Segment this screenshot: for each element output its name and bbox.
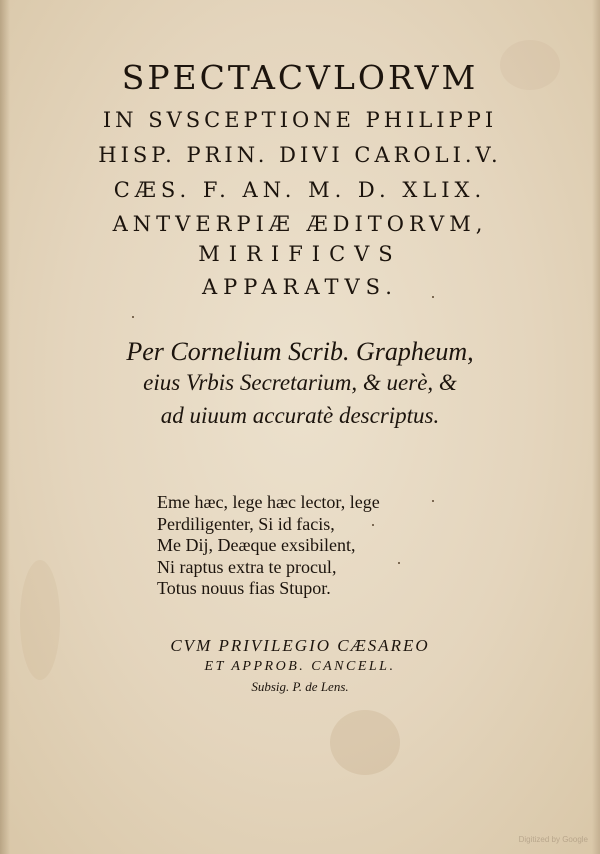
verse-block (157, 492, 380, 600)
title-line-4: CÆS. F. AN. M. D. XLIX. (113, 178, 487, 202)
privilege-line-1: CVM PRIVILEGIO CÆSAREO (170, 636, 430, 655)
verse-line: Totus nouus fias Stupor. (157, 578, 331, 598)
title-line-7: APPARATVS. (202, 275, 398, 299)
ink-speck (398, 562, 400, 564)
ink-speck (132, 316, 134, 318)
privilege-line-2: ET APPROB. CANCELL. (204, 659, 396, 674)
ink-speck (432, 296, 434, 298)
privilege-signature: Subsig. P. de Lens. (251, 679, 349, 694)
paper-stain (330, 710, 400, 775)
author-line-3: ad uiuum accuratè descriptus. (160, 403, 440, 428)
title-line-5: ANTVERPIÆ ÆDITORVM, (112, 212, 488, 236)
digitization-watermark: Digitized by Google (518, 835, 588, 844)
verse-line: Me Dij, Deæque exsibilent, (157, 535, 356, 555)
title-line-2: IN SVSCEPTIONE PHILIPPI (102, 108, 498, 132)
ink-speck (432, 500, 434, 502)
verse-line: Eme hæc, lege hæc lector, lege (157, 492, 380, 512)
verse-line: Ni raptus extra te procul, (157, 556, 337, 577)
author-line-1: Per Cornelium Scrib. Grapheum, (126, 337, 474, 366)
title-line-1: SPECTACVLORVM (121, 58, 479, 97)
author-line-2: eius Vrbis Secretarium, & uerè, & (143, 370, 457, 395)
title-line-6: MIRIFICVS (198, 242, 402, 266)
title-line-3: HISP. PRIN. DIVI CAROLI.V. (98, 143, 502, 167)
verse-line: Perdiligenter, Si id facis, (157, 513, 335, 534)
ink-speck (372, 524, 374, 526)
